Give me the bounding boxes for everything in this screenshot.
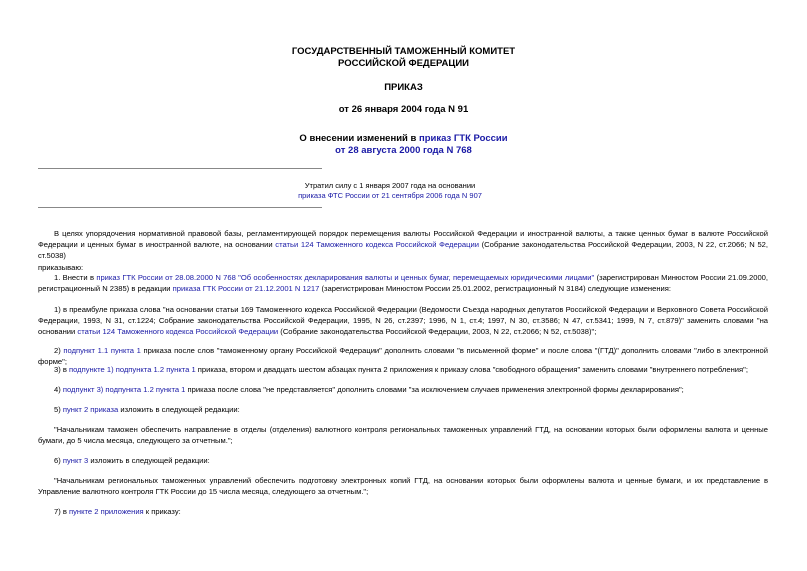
org-name-line2: РОССИЙСКОЙ ФЕДЕРАЦИИ bbox=[337, 58, 469, 69]
doc-subject-line1 bbox=[0, 133, 807, 145]
status-link[interactable]: приказа ФТС России от 21 сентября 2006 года N 907 bbox=[298, 191, 482, 200]
sub-item-7: 7) в пункте 2 приложения к приказу: bbox=[54, 507, 181, 516]
sub-item-4: 4) подпункт 3) подпункта 1.2 пункта 1 приказа после слова "не представляется" дополнить словами "за исключением случаев применения электронной формы декларирования"; bbox=[54, 385, 684, 394]
quote-5: "Начальникам таможен обеспечить направление в отделы (отделения) валютного контроля региональных таможенных управлений ГТД, на основании которых были оформлены валюта и ценные бумаги, до 5 числа месяца, следующего за отчетным."; bbox=[38, 425, 768, 445]
sub-item-1: 1) в преамбуле приказа слова "на основании статьи 169 Таможенного кодекса Российской Федерации (Ведомости Съезда народных депутатов Российской Федерации и Верховного Совета Российской Федерации, 1993, N 31, ст.1224; Собрание законодательства Российской Федерации, 1995, N 26, ст.2397; 1996, N 1, ст.4; 1997, N 30, ст.3586; N 47, ст.5341; 1999, N 7, ст.879)" заменить словами "на основании статьи 124 Таможенного кодекса Российской Федерации (Собрание законодательства Российской Федерации, 2003, N 22, ст.2066; N 52, ст.5038)"; bbox=[38, 305, 768, 336]
sub7-link[interactable]: пункте 2 приложения bbox=[69, 507, 144, 516]
sub-item-2: 2) подпункт 1.1 пункта 1 приказа после слов "таможенному органу Российской Федерации" дополнить словами "в письменной форме" и после слова "(ГТД)" дополнить словами "либо в электронной форме"; bbox=[38, 346, 768, 366]
subject-link-order[interactable]: приказ ГТК России bbox=[419, 133, 508, 144]
item1-link-order1217[interactable]: приказа ГТК России от 21.12.2001 N 1217 bbox=[172, 284, 320, 293]
sub1-link[interactable]: статьи 124 Таможенного кодекса Российской Федерации bbox=[77, 327, 279, 336]
quote-6: "Начальникам региональных таможенных управлений обеспечить подготовку электронных копий ГТД, на основании которых были оформлены валюта и ценные бумаги, и их представление в Управление валютного контроля ГТК России до 15 числа месяца, следующего за отчетным."; bbox=[38, 476, 768, 496]
item-1: 1. Внести в приказ ГТК России от 28.08.2000 N 768 "Об особенностях декларирования валюты и ценных бумаг, перемещаемых юридическими лицами" (зарегистрирован Минюстом России 21.09.2000, регистрационный N 2385) в редакции приказа ГТК России от 21.12.2001 N 1217 (зарегистрирован Минюстом России 25.01.2002, регистрационный N 3184) следующие изменения: bbox=[38, 273, 768, 293]
sub4-link[interactable]: подпункт 3) подпункта 1.2 пункта 1 bbox=[62, 385, 186, 394]
sub-item-3: 3) в подпункте 1) подпункта 1.2 пункта 1 приказа, втором и двадцать шестом абзацах пункта 2 приложения к приказу слова "свободного обращения" заменить словами "внутреннего потребления"; bbox=[54, 365, 748, 374]
preamble: В целях упорядочения нормативной правовой базы, регламентирующей порядок перемещения валюты Российской Федерации и иностранной валюты, а также ценных бумаг в валюте Российской Федерации и ценных бумаг в иностранной валюте, на основании статьи 124 Таможенного кодекса Российской Федерации (Собрание законодательства Российской Федерации, 2003, N 22, ст.2066; N 52, ст.5038) bbox=[38, 229, 769, 260]
org-name-line1: ГОСУДАРСТВЕННЫЙ ТАМОЖЕННЫЙ КОМИТЕТ bbox=[291, 46, 516, 57]
sub-item-5: 5) пункт 2 приказа изложить в следующей редакции: bbox=[54, 405, 240, 414]
sub2-link[interactable]: подпункт 1.1 пункта 1 bbox=[63, 346, 141, 355]
divider-top bbox=[38, 168, 322, 169]
sub5-link[interactable]: пункт 2 приказа bbox=[62, 405, 119, 414]
sub6-link[interactable]: пункт 3 bbox=[62, 456, 89, 465]
status-text: Утратил силу с 1 января 2007 года на основании bbox=[304, 181, 476, 190]
sub-item-6: 6) пункт 3 изложить в следующей редакции: bbox=[54, 456, 210, 465]
subject-link-date[interactable]: от 28 августа 2000 года N 768 bbox=[335, 145, 472, 156]
subject-prefix: О внесении изменений в bbox=[299, 133, 420, 144]
sub3-link[interactable]: подпункте 1) подпункта 1.2 пункта 1 bbox=[69, 365, 196, 374]
doc-date: от 26 января 2004 года N 91 bbox=[338, 104, 469, 115]
item1-link-order768[interactable]: приказ ГТК России от 28.08.2000 N 768 "Об особенностях декларирования валюты и ценных бумаг, перемещаемых юридическими лицами" bbox=[96, 273, 595, 282]
preamble-link[interactable]: статьи 124 Таможенного кодекса Российской Федерации bbox=[275, 240, 479, 249]
divider-bottom bbox=[38, 207, 322, 208]
doc-type: ПРИКАЗ bbox=[384, 82, 423, 93]
order-word: приказываю: bbox=[38, 263, 84, 272]
